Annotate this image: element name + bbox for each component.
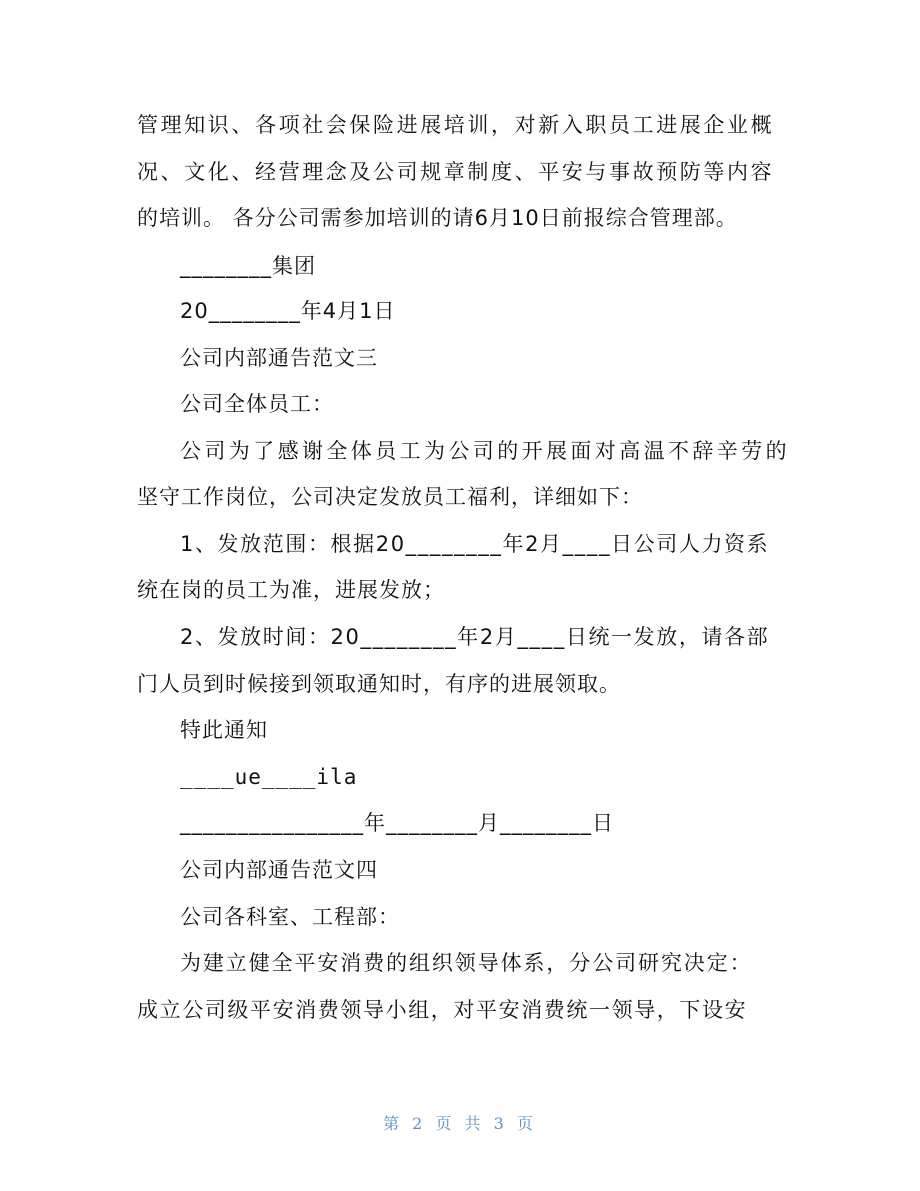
date-line: ________________年________月________日 (180, 811, 614, 835)
closing-note: 特此通知 (180, 718, 268, 742)
signature-date: 20________年4月1日 (180, 299, 396, 323)
list-item: 1、发放范围：根据20________年2月____日公司人力资系 (180, 532, 770, 556)
body-text-line: 况、文化、经营理念及公司规章制度、平安与事故预防等内容 (137, 160, 775, 184)
section-heading: 公司内部通告范文三 (180, 346, 378, 370)
body-text-line: 管理知识、各项社会保险进展培训，对新入职员工进展企业概 (137, 113, 775, 137)
body-text-line: 成立公司级平安消费领导小组，对平安消费统一领导，下设安 (137, 998, 748, 1022)
section-heading: 公司内部通告范文四 (180, 858, 378, 882)
body-text-line: 坚守工作岗位，公司决定发放员工福利，详细如下： (137, 485, 643, 509)
list-item: 2、发放时间：20________年2月____日统一发放，请各部 (180, 625, 770, 649)
signature-organization: ________集团 (180, 254, 316, 278)
salutation: 公司各科室、工程部： (180, 905, 400, 929)
signature-line: ____ue____ila (180, 765, 358, 789)
body-text-line: 为建立健全平安消费的组织领导体系，分公司研究决定： (180, 951, 753, 975)
page-indicator: 第 2 页 共 3 页 (383, 1114, 537, 1133)
body-text-line: 的培训。 各分公司需参加培训的请6月10日前报综合管理部。 (137, 206, 738, 230)
body-text-line: 统在岗的员工为准，进展发放； (137, 578, 445, 602)
body-text-line: 公司为了感谢全体员工为公司的开展面对高温不辞辛劳的 (180, 439, 790, 463)
salutation: 公司全体员工： (180, 392, 334, 416)
body-text-line: 门人员到时候接到领取通知时，有序的进展领取。 (137, 672, 621, 696)
